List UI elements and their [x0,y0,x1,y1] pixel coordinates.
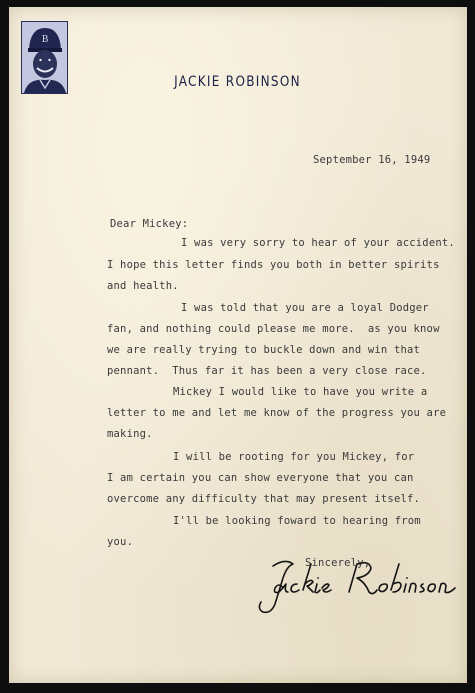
body-line: I was told that you are a loyal Dodger [181,302,429,314]
body-line: fan, and nothing could please me more. as you know [107,323,440,335]
body-line: I was very sorry to hear of your accident. [181,237,455,249]
letter-closing: Sincerely, [305,557,371,569]
body-line: you. [107,536,134,548]
body-line: I'll be looking foward to hearing from [173,515,421,527]
body-line: pennant. Thus far it has been a very close race. [107,365,427,377]
letterhead-name: JACKIE ROBINSON [174,74,301,90]
handwritten-signature [253,552,463,627]
body-line: Mickey I would like to have you write a [173,386,428,398]
body-line: we are really trying to buckle down and win that [107,344,421,356]
body-line: I hope this letter finds you both in better spirits [107,259,440,271]
body-line: making. [107,428,153,440]
body-line: overcome any difficulty that may present itself. [107,493,421,505]
letter-salutation: Dear Mickey: [110,218,189,230]
body-line: and health. [107,280,179,292]
body-line: I will be rooting for you Mickey, for [173,451,415,463]
letter-date: September 16, 1949 [313,154,431,166]
body-line: letter to me and let me know of the progress you are [107,407,447,419]
body-line: I am certain you can show everyone that you can [107,472,414,484]
cap-letter: B [41,35,49,45]
